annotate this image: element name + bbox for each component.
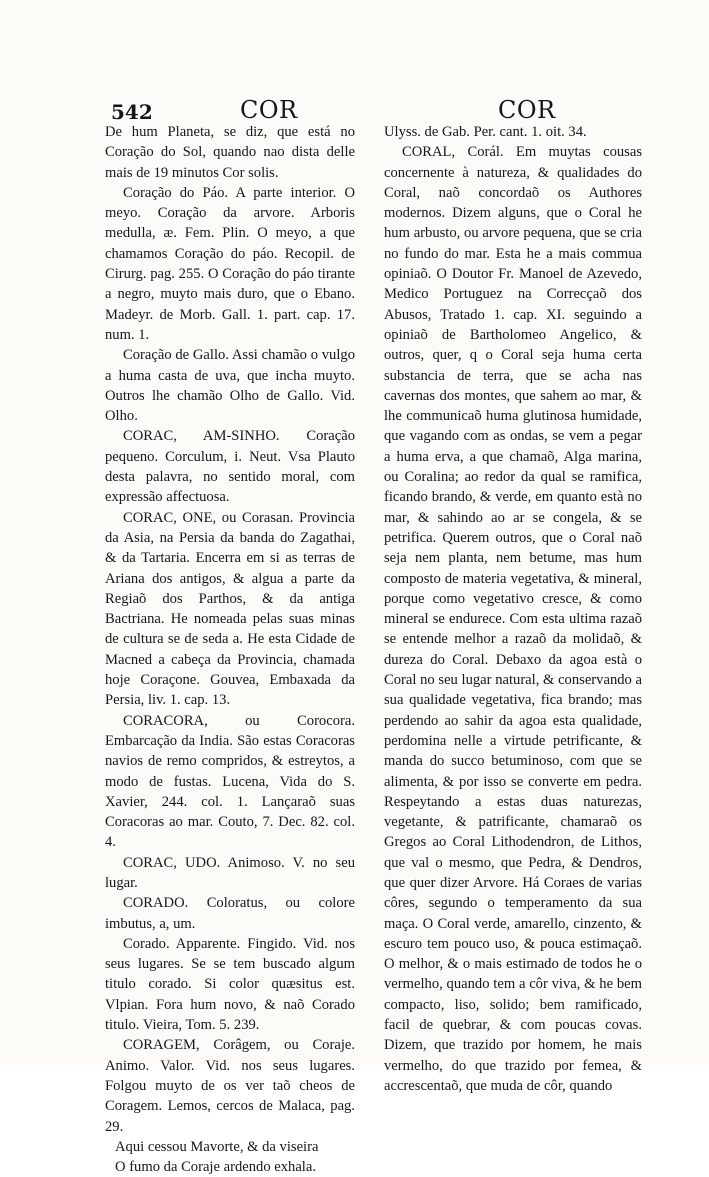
left-column xyxy=(105,122,355,1177)
entry-paragraph: CORAC, AM-SINHO. Coração pequeno. Corculum, i. Neut. Vsa Plauto desta palavra, no sentido moral, com expressão affectuosa. xyxy=(105,428,355,506)
entry-paragraph: CORAC, ONE, ou Corasan. Provincia da Asia, na Persia da banda do Zagathai, & da Tartaria. Encerra em si as terras de Ariana dos antigos, & algua a parte da Regiaõ dos Parthos, & da antiga Bactriana. He nomeada pelas suas minas de cultura se de seda a. He esta Cidade de Macned a cabeça da Provincia, chamada hoje Coraçone. Gouvea, Embaxada da Persia, liv. 1. cap. 13. xyxy=(105,509,355,709)
verse-line: O fumo da Coraje ardendo exhala. xyxy=(115,1159,316,1176)
entry-paragraph: CORAC, UDO. Animoso. V. no seu lugar. xyxy=(105,854,355,891)
entry-paragraph: Coração do Páo. A parte interior. O meyo. Coração da arvore. Arboris medulla, æ. Fem. Plin. O meyo, a que chamamos Coração do páo. Recopil. de Cirurg. pag. 255. O Coração do páo tirante a negro, muyto mais duro, que o Ebano. Madeyr. de Morb. Gall. 1. part. cap. 17. num. 1. xyxy=(105,184,355,343)
entry-paragraph: Coração de Gallo. Assi chamão o vulgo a huma casta de uva, que incha muyto. Outros lhe chamão Olho de Gallo. Vid. Olho. xyxy=(105,347,355,425)
right-running-head: COR xyxy=(498,96,556,124)
right-column xyxy=(384,122,642,1096)
page-number: 542 xyxy=(111,100,153,124)
entry-paragraph: CORADO. Coloratus, ou colore imbutus, a, um. xyxy=(105,895,355,932)
entry-paragraph: CORAGEM, Corâgem, ou Coraje. Animo. Valor. Vid. nos seus lugares. Folgou muyto de os ver taõ cheos de Coragem. Lemos, cercos de Malaca, pag. 29. xyxy=(105,1037,355,1135)
verse-line: Aqui cessou Mavorte, & da viseira xyxy=(115,1138,319,1155)
citation-line: Ulyss. de Gab. Per. cant. 1. oit. 34. xyxy=(384,124,587,140)
entry-paragraph: De hum Planeta, se diz, que está no Coração do Sol, quando nao dista delle mais de 19 minutos Cor solis. xyxy=(105,124,355,181)
left-running-head: COR xyxy=(240,96,298,124)
entry-paragraph: CORACORA, ou Corocora. Embarcação da India. São estas Coracoras navios de remo compridos, & estreytos, a modo de fustas. Lucena, Vida do S. Xavier, 244. col. 1. Lançaraõ suas Coracoras ao mar. Couto, 7. Dec. 82. col. 4. xyxy=(105,712,355,851)
entry-paragraph: CORAL, Corál. Em muytas cousas concernente à natureza, & qualidades do Coral, naõ concordaõ os Authores modernos. Dizem alguns, que o Coral he hum arbusto, ou arvore pequena, que se cria no fundo do mar. Esta he a mais commua opiniaõ. O Doutor Fr. Manoel de Azevedo, Medico Portuguez na Correcçaõ dos Abusos, Tratado 1. cap. XI. seguindo a opiniaõ de Bartholomeo Angelico, & outros, quer, q o Coral seja huma certa substancia de terra, que se acha nas cavernas dos montes, que sahem ao mar, & lhe communicaõ huma glutinosa humidade, que vagando com as ondas, se vem a pegar a huma erva, a que chamaõ, Alga marina, ou Coralina; ao redor da qual se ramifica, ficando brando, & verde, em quanto està no mar, & sahindo ao ar se congela, & se petrifica. Querem outros, que o Coral naõ seja nem planta, nem betume, mas hum composto de materia vegetativa, & mineral, porque como vegetativo cresce, & como mineral se endurece. Com esta ultima razaõ se entende melhor a razaõ da molidaõ, & dureza do Coral. Debaxo da agoa està o Coral no seu lugar natural, & conservando a sua qualidade vegetativa, fica brando; mas perdendo ao sahir da agoa esta qualidade, perdomina nelle a virtude petrificante, & manda do succo betuminoso, com que se alimenta, & por isso se converte em pedra. Respeytando a estas duas naturezas, vegetante, & patrificante, chamaraõ os Gregos ao Coral Lithodendron, de Lithos, que val o mesmo, que Pedra, & Dendros, que quer dizer Arvore. Há Coraes de varias côres, segundo o temperamento da sua maça. O Coral verde, amarello, cinzento, & escuro tem pouco uso, & pouca estimaçaõ. O melhor, & o mais estimado de todos he o vermelho, quando tem a côr viva, & he bem compacto, liso, solido; bem ramificado, facil de quebrar, & com poucas covas. Dizem, que trazido por homem, he mais vermelho, do que trazido por femea, & accrescentaõ, que muda de côr, quando xyxy=(384,144,642,1094)
entry-paragraph: Corado. Apparente. Fingido. Vid. nos seus lugares. Se se tem buscado algum titulo corado. Si color quæsitus est. Vlpian. Fora hum novo, & naõ Corado titulo. Vieira, Tom. 5. 239. xyxy=(105,935,355,1034)
